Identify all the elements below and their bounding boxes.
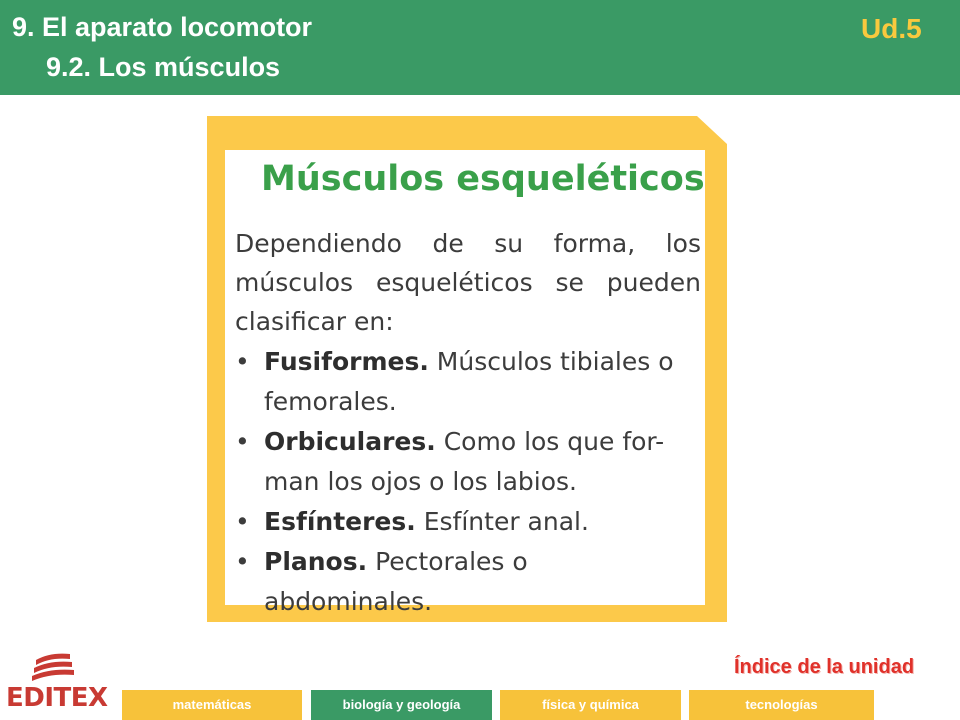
item-text: Esfínter anal. [423, 507, 589, 536]
page-title: 9. El aparato locomotor [12, 12, 313, 42]
tab-tecnologias[interactable]: tecnologías [689, 690, 874, 720]
bullet-dot: • [235, 507, 250, 536]
item-term: Orbiculares. [264, 427, 436, 456]
card-title: Músculos esqueléticos [261, 159, 705, 199]
card-body [225, 150, 705, 616]
list-item [235, 422, 701, 502]
bullet-dot: • [235, 347, 250, 376]
item-term: Planos. [264, 547, 368, 576]
item-term: Esfínteres. [264, 507, 416, 536]
unit-label: Ud.5 [861, 13, 922, 44]
item-text: Músculos tibiales o femorales. [264, 347, 674, 416]
tab-fisica-quimica[interactable]: física y química [500, 690, 681, 720]
page-subtitle: 9.2. Los músculos [46, 52, 281, 82]
content-card [207, 116, 727, 622]
editex-books-icon [30, 650, 76, 684]
bullet-dot: • [235, 427, 250, 456]
item-term: Fusiformes. [264, 347, 429, 376]
muscle-type-list [235, 342, 701, 622]
list-item [235, 542, 701, 622]
subject-tabs [122, 690, 874, 720]
item-text: Como los que for-man los ojos o los labios. [264, 427, 665, 496]
tab-matematicas[interactable]: matemáticas [122, 690, 302, 720]
editex-logo-text: EDITEX [6, 683, 108, 713]
header-bar [0, 0, 960, 95]
item-text: Pectorales o abdominales. [264, 547, 528, 616]
list-item [235, 502, 701, 542]
card-intro: Dependiendo de su forma, los músculos esqueléticos se pueden clasificar en: [235, 229, 701, 336]
list-item [235, 342, 701, 422]
bullet-dot: • [235, 547, 250, 576]
unit-index-link[interactable]: Índice de la unidad [734, 656, 915, 678]
tab-biologia-geologia[interactable]: biología y geología [311, 690, 492, 720]
